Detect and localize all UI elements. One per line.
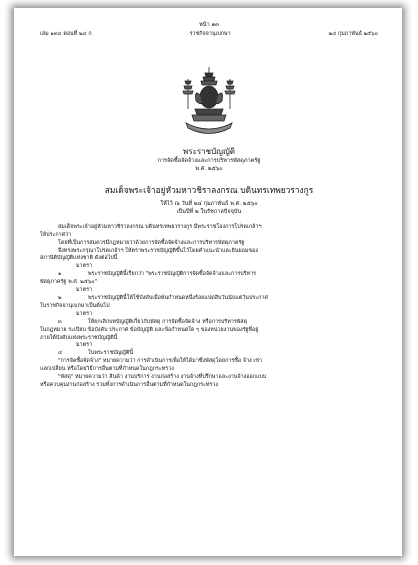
act-subtitle: การจัดซื้อจัดจ้างและการบริหารพัสดุภาครัฐ: [157, 157, 261, 164]
section-label: มาตรา ๔: [58, 342, 93, 357]
body-paragraph-cont: ให้ประกาศว่า: [40, 231, 72, 238]
gazette-page: [14, 8, 402, 556]
act-year: พ.ศ. ๒๕๖๐: [195, 165, 223, 172]
publication-date: ๒๔ กุมภาพันธ์ ๒๕๖๐: [328, 30, 378, 37]
section-label: มาตรา ๑: [58, 263, 93, 278]
given-date: ให้ไว้ ณ วันที่ ๒๔ กุมภาพันธ์ พ.ศ. ๒๕๖๐: [160, 200, 258, 207]
body-paragraph-cont: ในกฎหมาย ระเบียบ ข้อบังคับ ประกาศ ข้อบัญญัติ และข้อกำหนดใด ๆ ของหน่วยงานของรัฐที่อยู่: [40, 326, 259, 333]
volume-issue: เล่ม ๑๓๔ ตอนที่ ๒๔ ก: [40, 30, 92, 37]
act-body: [40, 224, 378, 390]
body-paragraph: สมเด็จพระเจ้าอยู่หัวมหาวชิราลงกรณ บดินทรเทพยวรางกูร มีพระราชโองการโปรดเกล้าฯ: [58, 223, 262, 230]
garuda-emblem-icon: [180, 65, 238, 137]
section-2: [40, 287, 378, 303]
body-paragraph-cont: ภายใต้บังคับแห่งพระราชบัญญัตินี้: [40, 334, 118, 341]
section-text: พระราชบัญญัตินี้เรียกว่า "พระราชบัญญัติการจัดซื้อจัดจ้างและการบริหาร: [88, 271, 257, 278]
definition: "การจัดซื้อจัดจ้าง" หมายความว่า การดำเนินการเพื่อให้ได้มาซึ่งพัสดุโดยการซื้อ จ้าง เช่า: [58, 358, 262, 365]
body-paragraph-cont: พัสดุภาครัฐ พ.ศ. ๒๕๖๐": [40, 279, 98, 286]
publication-name: ราชกิจจานุเบกษา: [189, 30, 231, 37]
page-number: หน้า ๑๓: [199, 22, 219, 28]
body-paragraph: จึงทรงพระกรุณาโปรดเกล้าฯ ให้ตราพระราชบัญญัติขึ้นไว้โดยคำแนะนำและยินยอมของ: [58, 247, 259, 254]
act-title: พระราชบัญญัติ: [183, 146, 235, 156]
emblem-container: [40, 65, 378, 137]
king-name: สมเด็จพระเจ้าอยู่หัวมหาวชิราลงกรณ บดินทรเทพยวรางกูร: [104, 184, 314, 195]
definition: "พัสดุ" หมายความว่า สินค้า งานบริการ งานก่อสร้าง งานจ้างที่ปรึกษาและงานจ้างออกแบบ: [58, 374, 267, 381]
reign-year: เป็นปีที่ ๒ ในรัชกาลปัจจุบัน: [176, 208, 242, 215]
section-1: [40, 263, 378, 279]
section-text: พระราชบัญญัตินี้ให้ใช้บังคับเมื่อพ้นกำหนดหนึ่งร้อยแปดสิบวันนับแต่วันประกาศ: [88, 294, 268, 301]
section-text: ให้ยกเลิกบทบัญญัติเกี่ยวกับพัสดุ การจัดซื้อจัดจ้าง หรือการบริหารพัสดุ: [88, 318, 248, 325]
section-3: [40, 311, 378, 327]
body-paragraph-cont: แลกเปลี่ยน หรือโดยวิธีการอื่นตามที่กำหนดในกฎกระทรวง: [40, 366, 174, 373]
body-paragraph-cont: ในราชกิจจานุเบกษาเป็นต้นไป: [40, 302, 110, 309]
section-label: มาตรา ๓: [58, 310, 93, 325]
section-4: [40, 342, 378, 358]
body-paragraph-cont: หรือควบคุมงานก่อสร้าง รวมทั้งการดำเนินการอื่นตามที่กำหนดในกฎกระทรวง: [40, 381, 219, 388]
section-label: มาตรา ๒: [58, 287, 93, 301]
body-paragraph-cont: สภานิติบัญญัติแห่งชาติ ดังต่อไปนี้: [40, 255, 118, 262]
gazette-header-row: [40, 31, 378, 39]
section-text: ในพระราชบัญญัตินี้: [88, 350, 134, 357]
body-paragraph: โดยที่เป็นการสมควรมีกฎหมายว่าด้วยการจัดซื้อจัดจ้างและการบริหารพัสดุภาครัฐ: [58, 239, 245, 246]
